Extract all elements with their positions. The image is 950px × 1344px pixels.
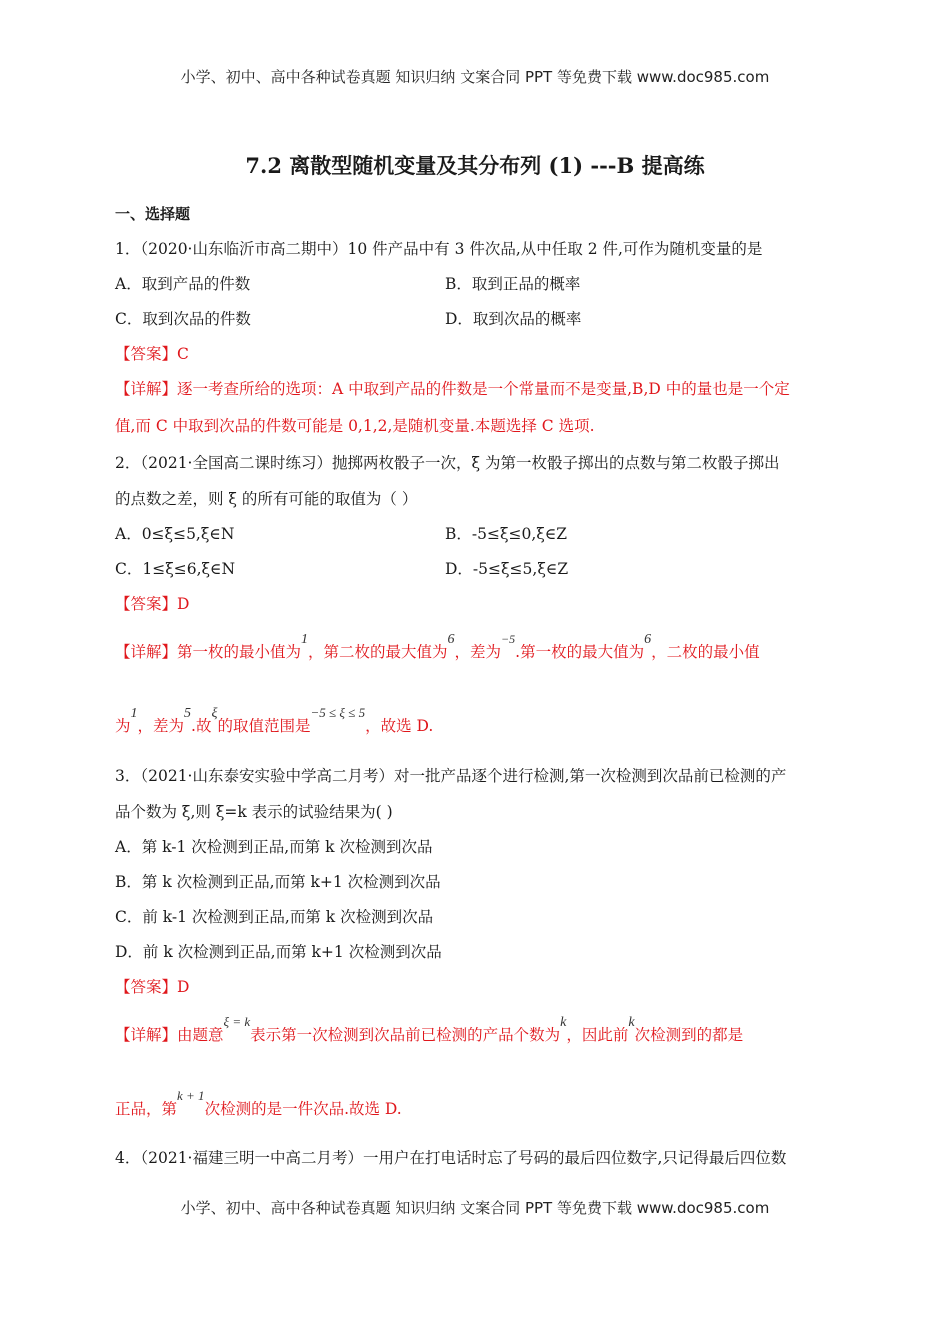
q2-math-3: −5 [501, 632, 516, 646]
q3-option-d: D．前 k 次检测到正品,而第 k+1 次检测到次品 [115, 943, 442, 961]
q1-stem: 1．（2020·山东临沂市高二期中）10 件产品中有 3 件次品,从中任取 2 件,可作为随机变量的是 [115, 240, 763, 258]
q1-answer: 【答案】C [115, 345, 189, 363]
q2-stem-line1: 2．（2021·全国高二课时练习）抛掷两枚骰子一次，ξ 为第一枚骰子掷出的点数与第二枚骰子掷出 [115, 454, 780, 472]
q2-stem-line2: 的点数之差，则 ξ 的所有可能的取值为（ ） [115, 490, 418, 508]
q2-math-5: 1 [130, 706, 138, 721]
q2-option-b: B．-5≤ξ≤0,ξ∈Z [445, 525, 568, 543]
q3-math-2: k [560, 1015, 567, 1030]
q3-detail-line1: 【详解】由题意$^{\xi = k}$表示第一次检测到次品前已检测的产品个数为k，因此前k次检测到的都是 [115, 1014, 744, 1044]
q1-option-c: C．取到次品的件数 [115, 310, 251, 328]
q1-detail-line1: 【详解】逐一考查所给的选项：A 中取到产品的件数是一个常量而不是变量,B,D 中的量也是一个定 [115, 380, 790, 398]
q3-option-c: C．前 k-1 次检测到正品,而第 k 次检测到次品 [115, 908, 434, 926]
section-heading: 一、选择题 [115, 205, 191, 223]
q2-answer: 【答案】D [115, 595, 190, 613]
q2-math-1: 1 [301, 632, 309, 647]
q2-option-a: A．0≤ξ≤5,ξ∈N [115, 525, 235, 543]
q2-detail-line1: 【详解】第一枚的最小值为1，第二枚的最大值为6，差为$^{-5}$.第一枚的最大值为6，二枚的最小值 [115, 632, 760, 661]
page-header: 小学、初中、高中各种试卷真题 知识归纳 文案合同 PPT 等免费下载 www.doc985.com [180, 68, 770, 86]
q2-math-2: 6 [447, 632, 455, 647]
q3-math-1: ξ = k [223, 1014, 251, 1029]
q3-math-4: k + 1 [177, 1088, 205, 1103]
q1-option-a: A．取到产品的件数 [115, 275, 251, 293]
q2-math-7: ξ [211, 706, 218, 721]
q2-detail-line2: 为1，差为5.故ξ的取值范围是$^{-5 \le \xi \le 5}$，故选 D. [115, 705, 434, 735]
q2-option-d: D．-5≤ξ≤5,ξ∈Z [445, 560, 569, 578]
q3-option-b: B．第 k 次检测到正品,而第 k+1 次检测到次品 [115, 873, 441, 891]
page-title: 7.2 离散型随机变量及其分布列 (1) ---B 提高练 [245, 153, 705, 178]
q2-math-8: −5 ≤ ξ ≤ 5 [310, 705, 366, 720]
q3-math-3: k [628, 1015, 635, 1030]
q3-option-a: A．第 k-1 次检测到正品,而第 k 次检测到次品 [115, 838, 433, 856]
q4-stem-line1: 4．（2021·福建三明一中高二月考）一用户在打电话时忘了号码的最后四位数字,只记得最后四位数 [115, 1149, 787, 1167]
q2-math-6: 5 [184, 706, 192, 721]
q2-option-c: C．1≤ξ≤6,ξ∈N [115, 560, 236, 578]
q3-stem-line1: 3．（2021·山东泰安实验中学高二月考）对一批产品逐个进行检测,第一次检测到次品前已检测的产 [115, 767, 787, 785]
q1-option-d: D．取到次品的概率 [445, 310, 582, 328]
q3-detail-line2: 正品，第$^{k + 1}$次检测的是一件次品.故选 D. [115, 1088, 402, 1118]
q2-math-4: 6 [644, 632, 652, 647]
page-footer: 小学、初中、高中各种试卷真题 知识归纳 文案合同 PPT 等免费下载 www.doc985.com [180, 1199, 770, 1217]
q1-option-b: B．取到正品的概率 [445, 275, 581, 293]
q3-stem-line2: 品个数为 ξ,则 ξ=k 表示的试验结果为( ) [115, 803, 393, 821]
q3-answer: 【答案】D [115, 978, 190, 996]
q1-detail-line2: 值,而 C 中取到次品的件数可能是 0,1,2,是随机变量.本题选择 C 选项. [115, 417, 595, 435]
